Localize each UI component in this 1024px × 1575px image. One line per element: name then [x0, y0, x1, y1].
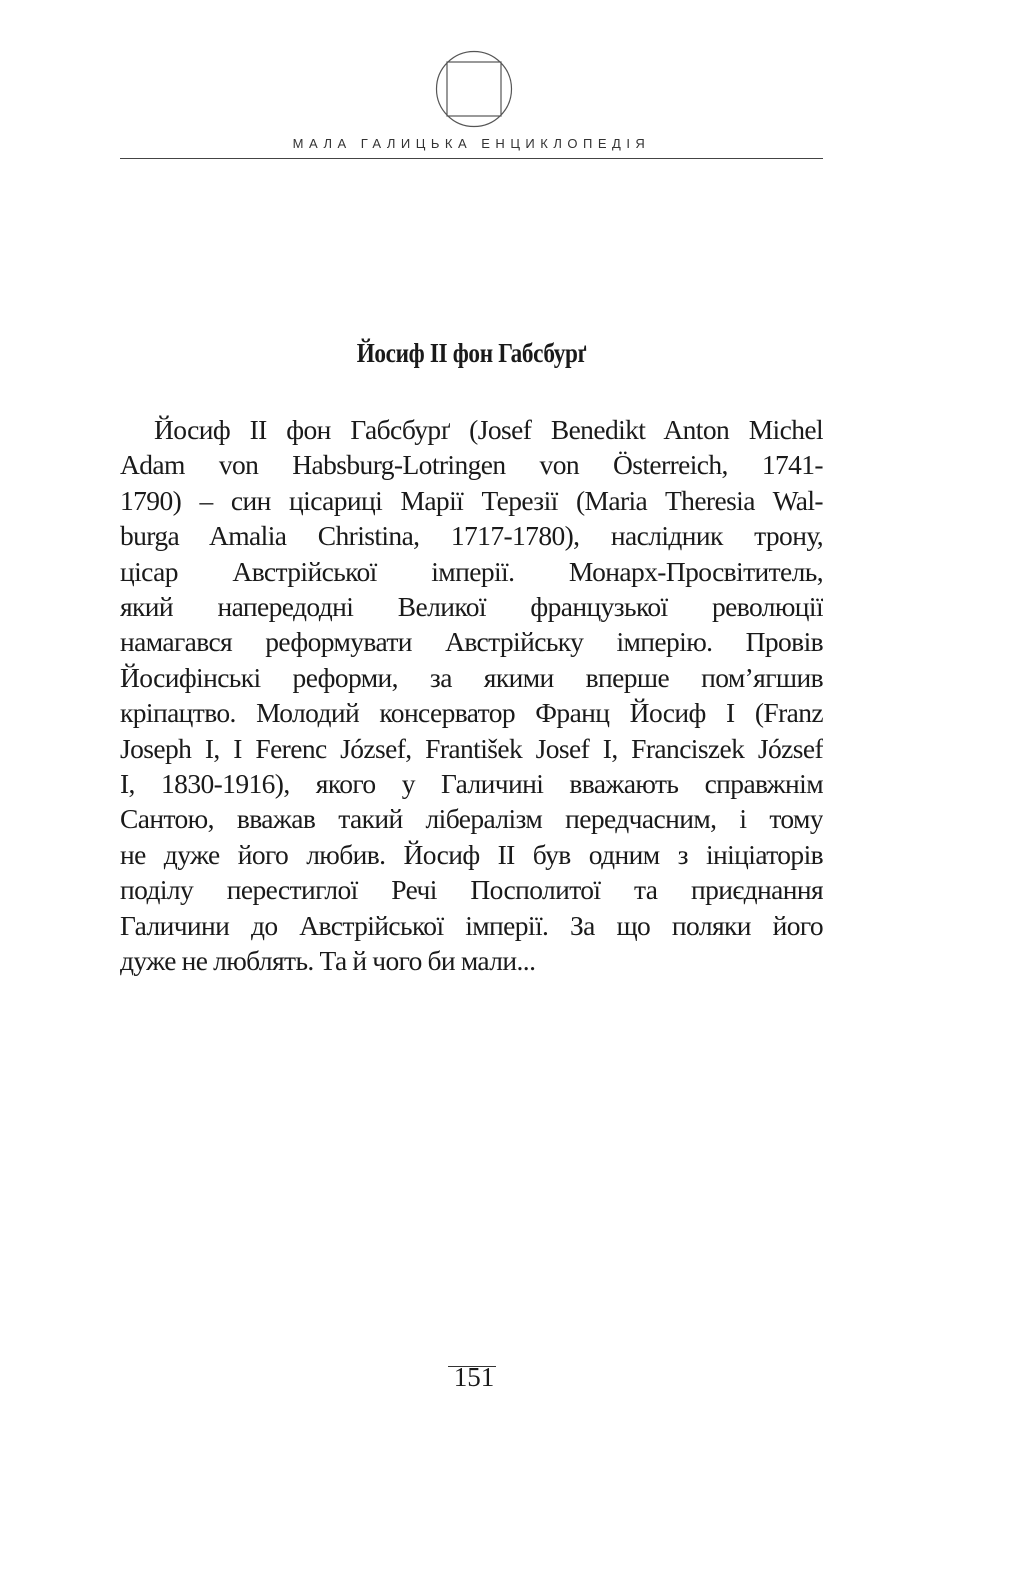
body-line: намагався реформувати Австрійську імперію. Провів: [120, 626, 823, 658]
body-line: цісар Австрійської імперії. Монарх-Просвітитель,: [120, 555, 823, 587]
body-line: поділу перестиглої Речі Посполитої та приєднання: [120, 874, 823, 906]
article-title: Йосиф II фон Габсбурґ: [356, 338, 587, 368]
body-line: Joseph I, I Ferenc József, František Josef I, Franciszek József: [120, 732, 823, 764]
running-header-title: МАЛА ГАЛИЦЬКА ЕНЦИКЛОПЕДІЯ: [292, 136, 651, 151]
body-line: не дуже його любив. Йосиф II був одним з ініціаторів: [120, 838, 823, 870]
body-line: Йосифінські реформи, за якими вперше пом’ягшив: [120, 661, 823, 693]
body-line: кріпацтво. Молодий консерватор Франц Йосиф I (Franz: [120, 697, 823, 729]
body-line: який напередодні Великої французької революції: [120, 591, 823, 623]
header-divider: [120, 158, 823, 159]
body-line: Adam von Habsburg-Lotringen von Österreich, 1741-: [120, 449, 823, 481]
article-body: [120, 412, 823, 979]
body-line: Йосиф II фон Габсбурґ (Josef Benedikt Anton Michel: [154, 414, 823, 445]
body-line: burga Amalia Christina, 1717-1780), наслідник трону,: [120, 520, 823, 552]
body-line: дуже не люблять. Та й чого би мали...: [120, 945, 536, 977]
body-line: 1790) – син цісариці Марії Терезії (Maria Theresia Wal-: [120, 484, 823, 516]
page-number: 151: [453, 1362, 495, 1392]
circle-square-emblem-icon: [435, 50, 513, 128]
body-line: Сантою, вважав такий лібералізм передчасним, і тому: [120, 803, 823, 835]
body-line: Галичини до Австрійської імперії. За що поляки його: [120, 909, 823, 941]
body-line: I, 1830-1916), якого у Галичині вважають справжнім: [120, 768, 823, 800]
